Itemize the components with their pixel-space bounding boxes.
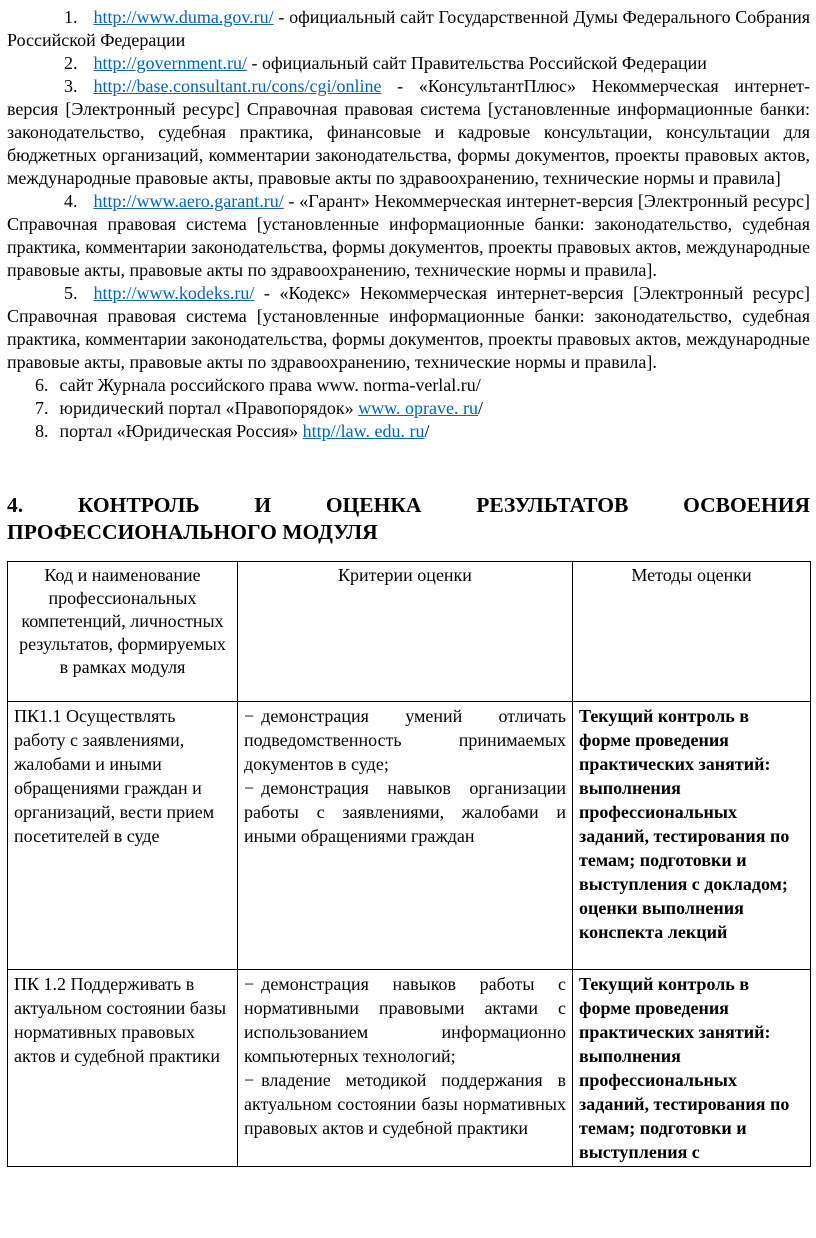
criteria-item — [244, 776, 566, 848]
list-number: 1. — [64, 7, 78, 27]
list-item-text: - «Кодекс» Некоммерческая интернет-версия [Электронный ресурс] Справочная правовая система [установленные информационные банки: законодательство, судебная практика, комментарии законодательства, формы документов, проекты правовых актов, международные правовые акты, правовые акты по здравоохранению, технические нормы и правила]. — [7, 283, 810, 372]
table-header-code: Код и наименование профессиональных компетенций, личностных результатов, формируемых в рамках модуля — [8, 562, 238, 702]
table-row — [8, 970, 811, 1167]
list-number: 4. — [64, 191, 78, 211]
link-oprave[interactable]: www. oprave. ru — [358, 398, 478, 418]
criteria-text: демонстрация умений отличать подведомственность принимаемых документов в суде; — [244, 706, 566, 774]
table-row — [8, 702, 811, 970]
table-header-criteria: Критерии оценки — [238, 562, 573, 702]
list-item — [7, 190, 810, 282]
list-number: 6. — [35, 375, 49, 395]
table-header-row — [8, 562, 811, 702]
table-header-methods: Методы оценки — [573, 562, 811, 702]
table-cell-criteria — [238, 970, 573, 1167]
list-item-text: портал «Юридическая Россия» — [59, 421, 303, 441]
section-heading-line1: 4. КОНТРОЛЬ И ОЦЕНКА РЕЗУЛЬТАТОВ ОСВОЕНИЯ — [7, 493, 810, 517]
list-item-text: - официальный сайт Государственной Думы Федерального Собрания Российской Федерации — [7, 7, 810, 50]
link-government[interactable]: http://government.ru/ — [93, 53, 247, 73]
link-duma[interactable]: http://www.duma.gov.ru/ — [93, 7, 274, 27]
list-item — [7, 6, 810, 52]
criteria-text: демонстрация навыков работы с нормативными правовыми актами с использованием информационно компьютерных технологий; — [244, 974, 566, 1066]
list-item-text: - «КонсультантПлюс» Некоммерческая интернет-версия [Электронный ресурс] Справочная правовая система [установленные информационные банки: законодательство, судебная практика, финансовые и кадровые консультации, консультации для бюджетных организаций, комментарии законодательства, формы документов, проекты правовых актов, международные правовые акты, правовые акты по здравоохранению, технические нормы и правила] — [7, 76, 810, 188]
criteria-text: демонстрация навыков организации работы с заявлениями, жалобами и иными обращениями граждан — [244, 778, 566, 846]
table-cell-methods: Текущий контроль в форме проведения практических занятий: выполнения профессиональных заданий, тестирования по темам; подготовки и выступления с докладом; оценки выполнения конспекта лекций — [573, 702, 811, 970]
table-cell-code: ПК 1.2 Поддерживать в актуальном состоянии базы нормативных правовых актов и судебной практики — [8, 970, 238, 1167]
criteria-item — [244, 972, 566, 1068]
dash-marker: − — [244, 778, 255, 798]
dash-marker: − — [244, 706, 255, 726]
section-heading — [7, 492, 810, 546]
list-number: 8. — [35, 421, 49, 441]
link-law-edu[interactable]: http//law. edu. ru — [302, 421, 425, 441]
criteria-item — [244, 704, 566, 776]
criteria-text: владение методикой поддержания в актуальном состоянии базы нормативных правовых актов и судебной практики — [244, 1070, 566, 1138]
list-item — [7, 397, 810, 420]
list-number: 7. — [35, 398, 49, 418]
list-item — [7, 52, 810, 75]
list-item-suffix: / — [477, 398, 483, 418]
list-number: 2. — [64, 53, 78, 73]
assessment-table — [7, 561, 811, 1167]
list-item-text: сайт Журнала российского права www. norma-verlal.ru/ — [59, 375, 481, 395]
table-cell-criteria — [238, 702, 573, 970]
list-item-suffix: / — [424, 421, 430, 441]
dash-marker: − — [244, 1070, 255, 1090]
section-heading-line2: ПРОФЕССИОНАЛЬНОГО МОДУЛЯ — [7, 520, 378, 544]
list-item — [7, 282, 810, 374]
list-number: 5. — [64, 283, 78, 303]
list-item — [7, 374, 810, 397]
list-item — [7, 420, 810, 443]
criteria-item — [244, 1068, 566, 1140]
table-cell-methods: Текущий контроль в форме проведения практических занятий: выполнения профессиональных заданий, тестирования по темам; подготовки и выступления с — [573, 970, 811, 1167]
list-item-text: - «Гарант» Некоммерческая интернет-версия [Электронный ресурс] Справочная правовая система [установленные информационные банки: законодательство, судебная практика, комментарии законодательства, формы документов, проекты правовых актов, международные правовые акты, правовые акты по здравоохранению, технические нормы и правила]. — [7, 191, 810, 280]
link-consultant[interactable]: http://base.consultant.ru/cons/cgi/online — [93, 76, 382, 96]
list-number: 3. — [64, 76, 78, 96]
link-garant[interactable]: http://www.aero.garant.ru/ — [93, 191, 284, 211]
list-item-text: юридический портал «Правопорядок» — [59, 398, 359, 418]
dash-marker: − — [244, 974, 255, 994]
list-item — [7, 75, 810, 190]
list-item-text: - официальный сайт Правительства Российской Федерации — [246, 53, 707, 73]
table-cell-code: ПК1.1 Осуществлять работу с заявлениями, жалобами и иными обращениями граждан и организаций, вести прием посетителей в суде — [8, 702, 238, 970]
link-kodeks[interactable]: http://www.kodeks.ru/ — [93, 283, 255, 303]
